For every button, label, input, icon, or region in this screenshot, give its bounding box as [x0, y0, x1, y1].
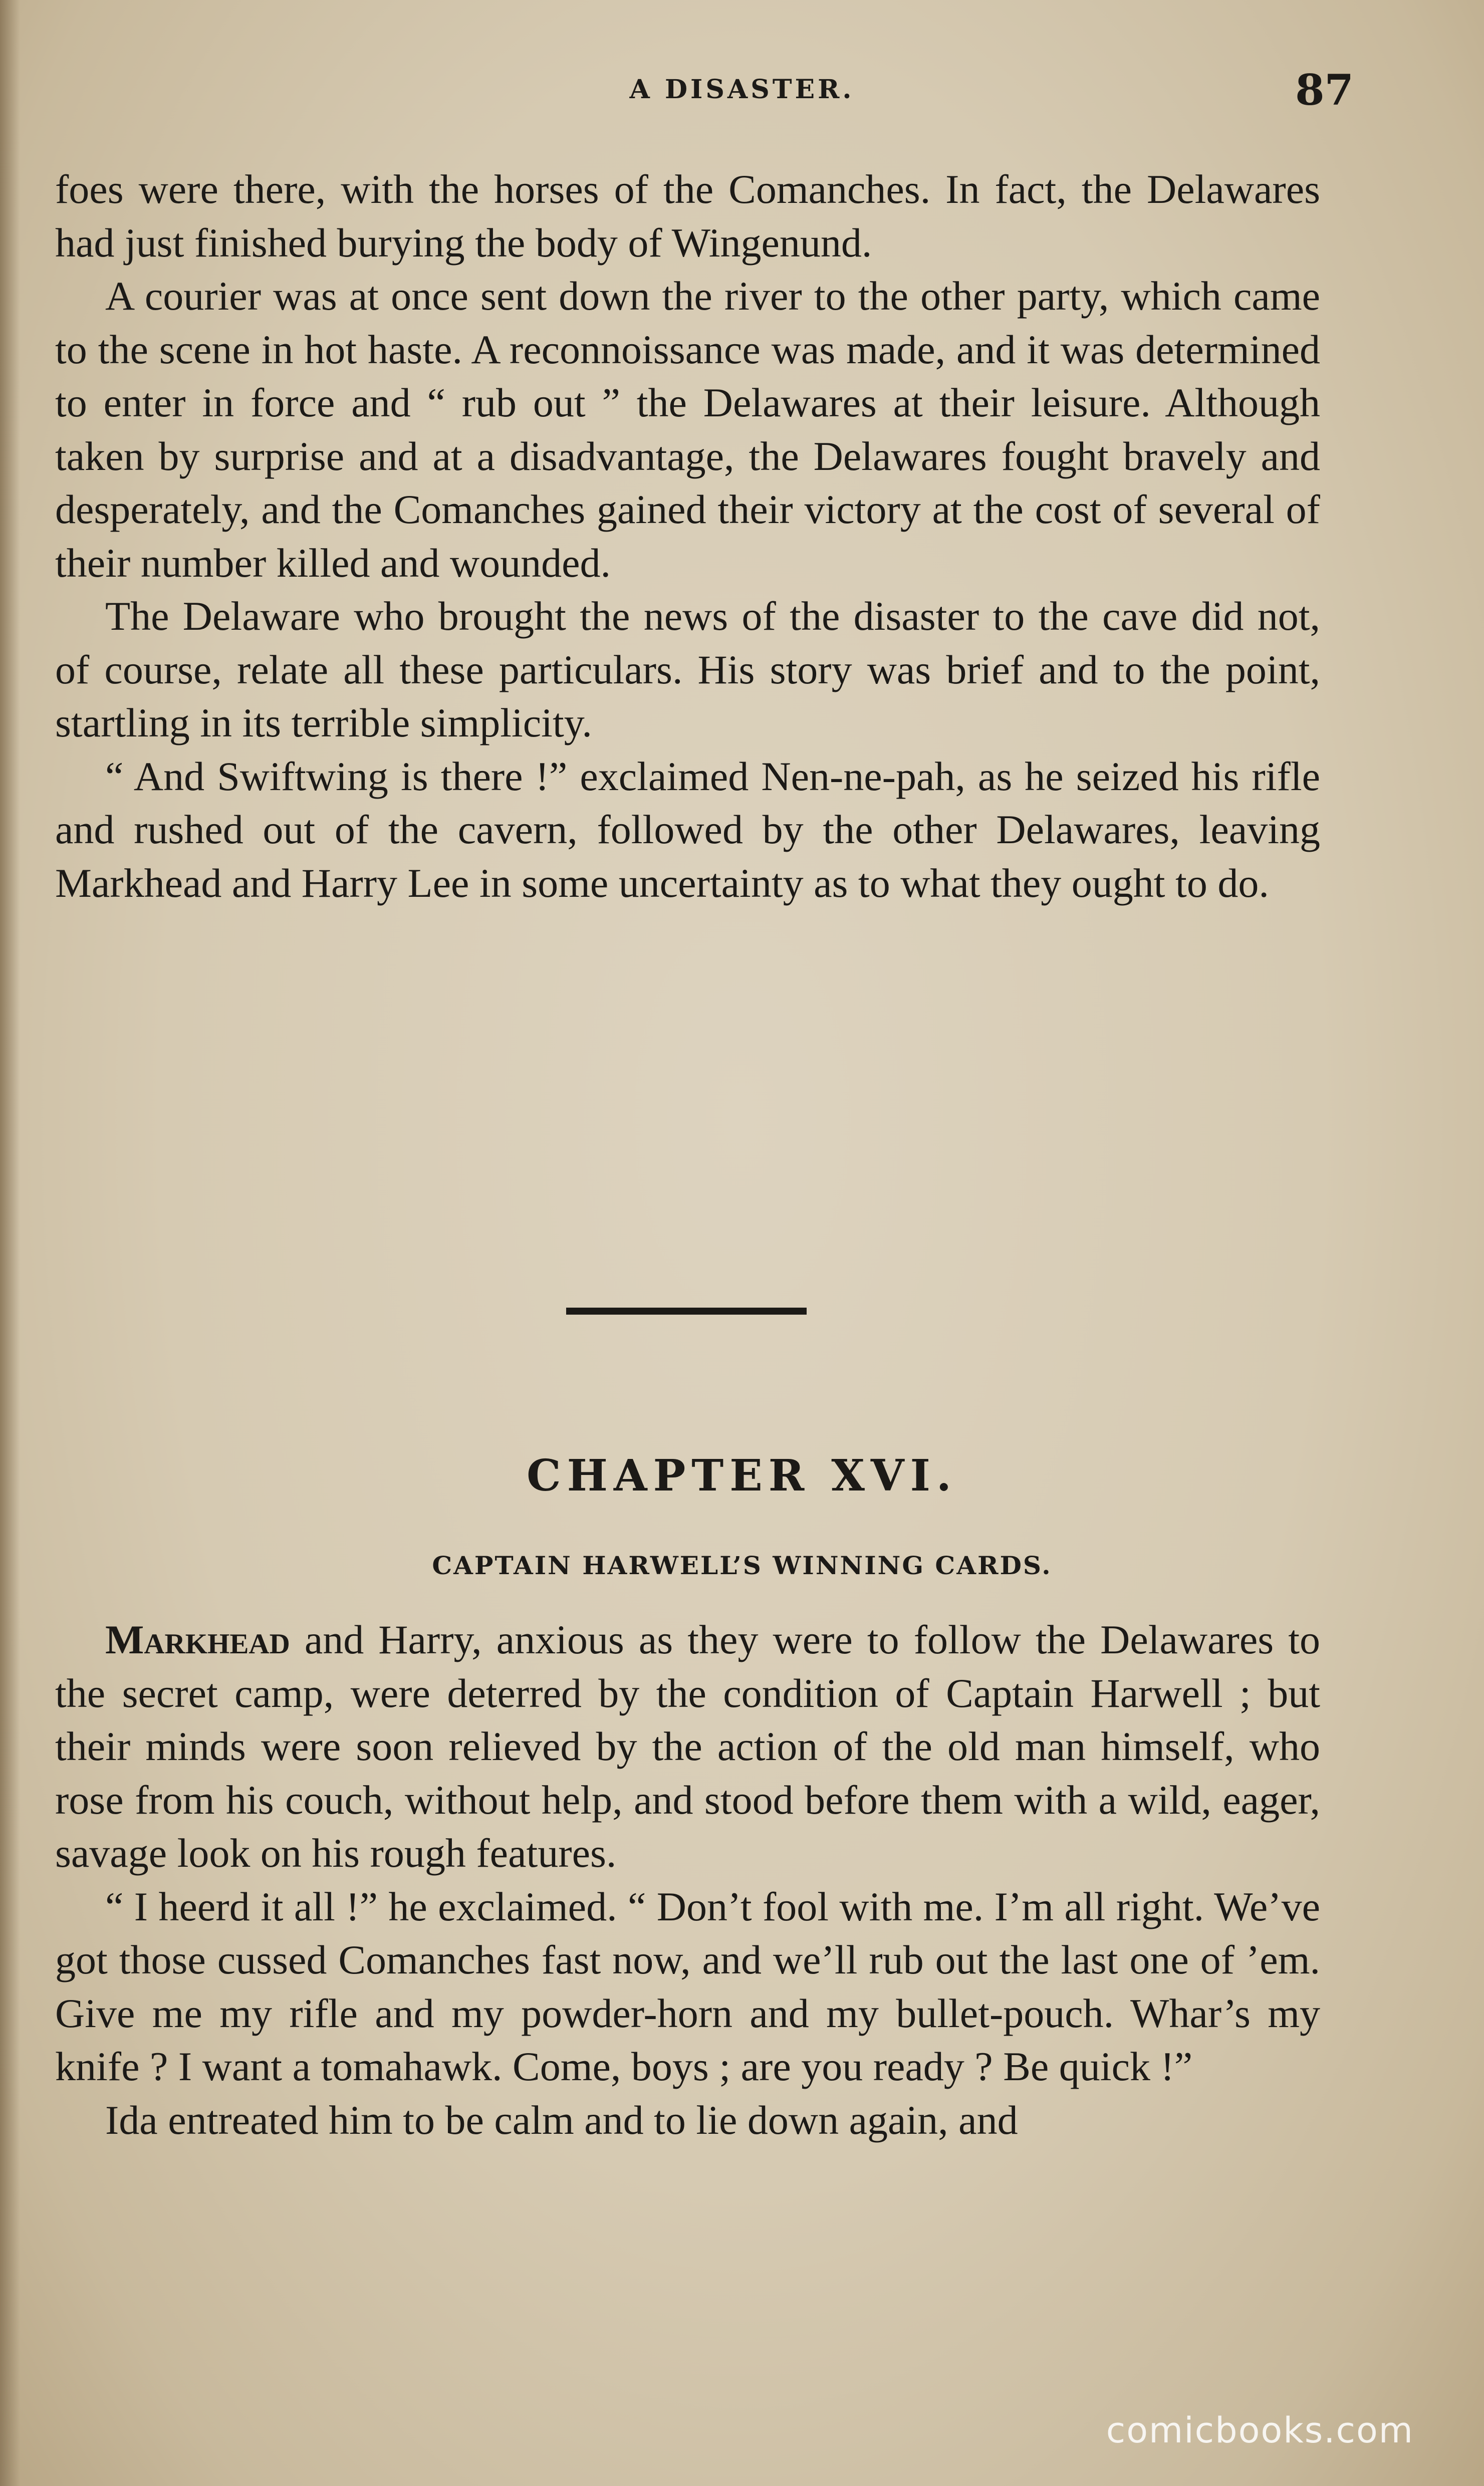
running-title: A DISASTER. [629, 74, 855, 105]
chapter-title: CHAPTER XVI. [527, 1450, 957, 1501]
page-number: 87 [1295, 65, 1354, 115]
section-divider [0, 1308, 1484, 1318]
section-one-text [55, 163, 1320, 910]
paragraph-opening [55, 1613, 1320, 1880]
divider-rule [566, 1308, 807, 1315]
paragraph: A courier was at once sent down the river to the other party, which came to the scene in hot haste. A reconnoissance was made, and it was determined to enter in force and “ rub out ” the Delawares at their leisure. Although taken by surprise and at a disadvantage, the Delawares fought bravely and desperately, and the Comanches gained their victory at the cost of several of their number killed and wounded. [55, 273, 1320, 586]
opening-word: Markhead [105, 1617, 290, 1662]
paragraph: “ I heerd it all !” he exclaimed. “ Don’t fool with me. I’m all right. We’ve got those cussed Comanches fast now, and we’ll rub out the last one of ’em. Give me my rifle and my powder-horn and my bullet-pouch. Whar’s my knife ? I want a tomahawk. Come, boys ; are you ready ? Be quick !” [55, 1883, 1320, 2089]
opening-text: and Harry, anxious as they were to follow the Delawares to the secret camp, were deterred by the condition of Captain Harwell ; but their minds were soon relieved by the action of the old man himself, who rose from his couch, without help, and stood before them with a wild, eager, savage look on his rough features. [55, 1617, 1320, 1876]
chapter-subtitle: CAPTAIN HARWELL’S WINNING CARDS. [432, 1551, 1052, 1580]
paragraph: The Delaware who brought the news of the disaster to the cave did not, of course, relate all these particulars. His story was brief and to the point, startling in its terrible simplicity. [55, 593, 1320, 745]
watermark: comicbooks.com [1106, 2410, 1414, 2451]
running-head [0, 65, 1484, 120]
page-edge-shadow [0, 0, 20, 2486]
paragraph: foes were there, with the horses of the Comanches. In fact, the Delawares had just finished burying the body of Wingenund. [55, 166, 1320, 266]
section-two-text [55, 1613, 1320, 2147]
paragraph: “ And Swiftwing is there !” exclaimed Nen-ne-pah, as he seized his rifle and rushed out of the cavern, followed by the other Delawares, leaving Markhead and Harry Lee in some uncertainty as to what they ought to do. [55, 753, 1320, 906]
paragraph: Ida entreated him to be calm and to lie down again, and [105, 2097, 1018, 2143]
